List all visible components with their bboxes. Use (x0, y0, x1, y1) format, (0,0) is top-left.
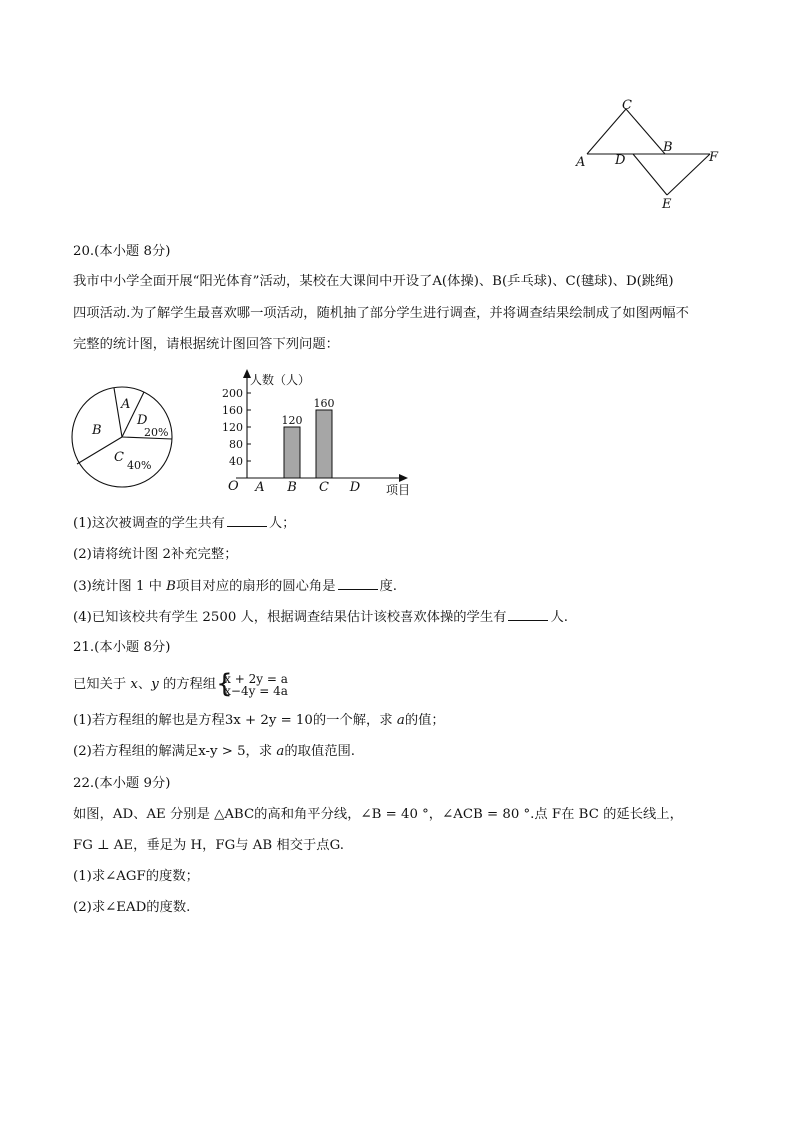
q20-sub1 (73, 514, 295, 533)
q21-stem-a: 已知关于 (73, 677, 127, 692)
q21-sub2-c: 的取值范围. (284, 744, 356, 759)
y-tick-label: 40 (229, 455, 243, 468)
q21-var-x: x (130, 677, 138, 692)
x-category-label: B (287, 480, 297, 495)
q20-intro-2: 四项活动.为了解学生最喜欢哪一项活动，随机抽了部分学生进行调查，并将调查结果绘制成了如图两幅不 (73, 306, 689, 321)
q21-sub2 (73, 743, 355, 761)
pie-label-D: D (137, 413, 148, 428)
y-tick-label: 80 (229, 438, 243, 451)
q21-stem-b: 的方程组 (162, 677, 217, 692)
q20-sub4-text-b: 人. (550, 610, 568, 625)
q20-sub1-text-a: (1)这次被调查的学生共有 (73, 516, 225, 531)
q20-sub3-text-c: 项目对应的扇形的圆心角是 (175, 579, 336, 594)
label-B: B (663, 140, 673, 155)
segment-AC (587, 109, 626, 154)
equation-1: x + 2y = a (224, 671, 288, 686)
bar-C (316, 410, 332, 478)
q21-sub1-var: a (396, 713, 405, 728)
x-axis-arrow (399, 474, 408, 482)
q20-sub3 (73, 577, 397, 596)
answer-blank-2[interactable] (338, 577, 378, 590)
bar-value-label: 120 (281, 414, 303, 427)
pie-label-D-pct: 20% (144, 426, 169, 439)
geometry-figure (570, 96, 730, 216)
q22-line-1: 如图，AD、AE 分别是 △ABC的高和角平分线，∠B = 40 °，∠ACB = 80 °.点 F在 BC 的延长线上， (73, 807, 683, 822)
equation-system (216, 668, 288, 699)
label-E: E (662, 197, 672, 212)
q21-sub2-eq: x-y > 5 (198, 744, 246, 759)
segment-EF (667, 154, 710, 195)
label-D: D (615, 153, 626, 168)
q21-sub1-c: 的值； (404, 713, 445, 728)
pie-divider-B-A (114, 388, 122, 437)
y-tick-label: 120 (222, 421, 243, 434)
x-axis-label: 项目 (386, 483, 411, 497)
x-category-label: A (255, 480, 265, 495)
y-tick-label: 200 (222, 387, 243, 400)
segment-DE (633, 154, 667, 195)
q20-sub2: (2)请将统计图 2补充完整； (73, 547, 238, 562)
q22-sub2: (2)求∠EAD的度数. (73, 900, 191, 915)
q20-sub3-text-d: 度. (379, 579, 398, 594)
q22-line-2: FG ⊥ AE，垂足为 H，FG与 AB 相交于点G. (73, 838, 344, 853)
q21-sub1 (73, 712, 445, 730)
q21-sub2-a: (2)若方程组的解满足 (73, 744, 199, 759)
q21-comma: 、 (137, 677, 152, 692)
label-F: F (709, 150, 719, 165)
pie-chart (66, 386, 178, 488)
answer-blank-1[interactable] (227, 514, 267, 527)
bar-chart (214, 368, 420, 498)
q22-header: 22.(本小题 9分) (73, 776, 171, 791)
q21-sub1-b: 的一个解，求 (312, 713, 393, 728)
pie-label-C-pct: 40% (127, 459, 152, 472)
bar-value-label: 160 (313, 397, 335, 410)
q21-sub2-b: ，求 (245, 744, 273, 759)
label-C: C (622, 98, 632, 113)
q21-stem (73, 668, 288, 699)
y-axis-label: 人数（人） (250, 373, 311, 387)
origin-label: O (228, 479, 239, 494)
q21-sub1-a: (1)若方程组的解也是方程 (73, 713, 225, 728)
equation-2: x−4y = 4a (224, 683, 288, 698)
label-A: A (576, 155, 586, 170)
q20-sub4 (73, 608, 568, 627)
q20-header: 20.(本小题 8分) (73, 244, 171, 259)
q21-var-y: y (151, 677, 159, 692)
answer-blank-3[interactable] (508, 608, 548, 621)
q20-intro-3: 完整的统计图，请根据统计图回答下列问题： (73, 337, 339, 352)
q21-sub1-eq: 3x + 2y = 10 (224, 713, 313, 728)
x-category-label: D (349, 480, 361, 495)
q22-sub1: (1)求∠AGF的度数； (73, 869, 199, 884)
bar-B (284, 427, 300, 478)
pie-label-C: C (114, 450, 124, 465)
q20-sub3-text-a: (3)统计图 1 中 (73, 579, 162, 594)
pie-label-B: B (92, 423, 102, 438)
q20-sub4-text-a: (4)已知该校共有学生 2500 人，根据调查结果估计该校喜欢体操的学生有 (73, 610, 507, 625)
x-category-label: C (319, 480, 329, 495)
pie-label-A: A (121, 397, 131, 412)
q20-intro-1: 我市中小学全面开展“阳光体育”活动，某校在大课间中开设了A(体操)、B(乒乓球)、C(毽球)、D(跳绳) (73, 274, 674, 289)
q20-sub3-var: B (166, 579, 176, 594)
q21-sub2-var: a (276, 744, 285, 759)
q21-header: 21.(本小题 8分) (73, 640, 171, 655)
segment-CB (626, 109, 665, 154)
brace-icon: { (216, 668, 233, 699)
y-tick-label: 160 (222, 404, 243, 417)
q20-sub1-text-b: 人； (268, 516, 296, 531)
